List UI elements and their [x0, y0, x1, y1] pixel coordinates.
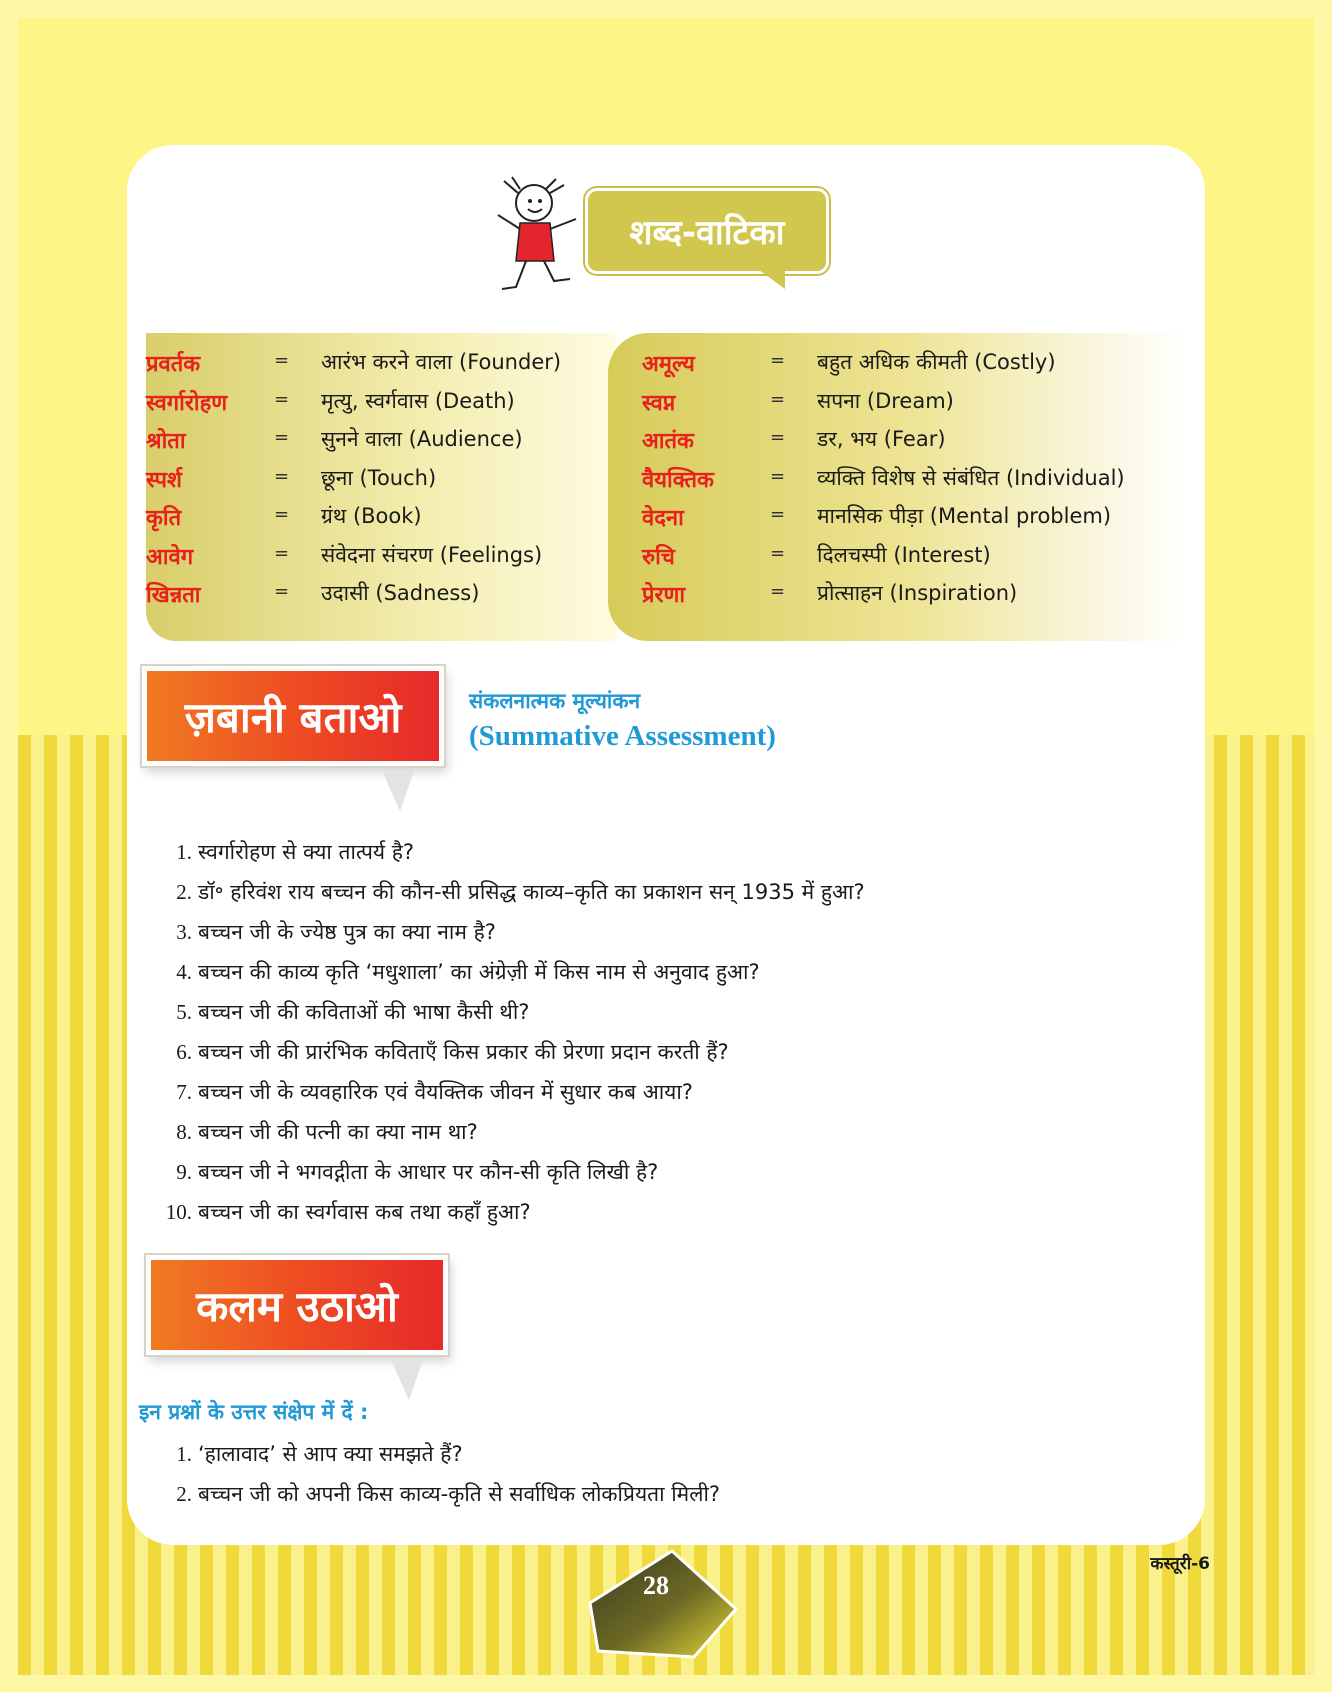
question-item	[130, 918, 1130, 958]
vocab-definition: सुनने वाला (Audience)	[321, 427, 523, 451]
written-section-badge	[146, 1255, 456, 1405]
question-number: 1.	[176, 840, 192, 864]
question-item	[130, 1440, 1130, 1480]
oral-badge-label: ज़बानी बताओ	[142, 666, 444, 766]
question-text: स्वर्गारोहण से क्या तात्पर्य है?	[198, 840, 415, 864]
question-text: बच्चन जी ने भगवद्गीता के आधार पर कौन-सी कृति लिखी है?	[198, 1160, 659, 1184]
question-number: 5.	[176, 1000, 192, 1024]
vocab-right-list	[642, 348, 1172, 618]
page-number-badge	[586, 1547, 740, 1661]
written-instruction: इन प्रश्नों के उत्तर संक्षेप में दें :	[139, 1400, 369, 1424]
question-item	[130, 1480, 1130, 1520]
vocab-definition: व्यक्ति विशेष से संबंधित (Individual)	[817, 465, 1125, 490]
question-number: 9.	[176, 1160, 192, 1184]
title-bubble: शब्द-वाटिका	[585, 188, 829, 274]
question-item	[130, 998, 1130, 1038]
vocab-definition: दिलचस्पी (Interest)	[817, 542, 991, 567]
written-badge-tail	[391, 1360, 423, 1400]
vocab-term: खिन्नता	[146, 583, 201, 608]
vocab-term: श्रोता	[146, 429, 186, 454]
question-text: ‘हालावाद’ से आप क्या समझते हैं?	[198, 1442, 463, 1466]
vocab-term: प्रेरणा	[642, 583, 686, 608]
vocab-term: रुचि	[642, 544, 675, 570]
vocab-item	[146, 425, 606, 464]
vocab-item	[642, 502, 1172, 541]
vocab-item	[146, 541, 606, 580]
vocab-definition: संवेदना संचरण (Feelings)	[321, 542, 543, 567]
vocab-definition: मानसिक पीड़ा (Mental problem)	[817, 504, 1112, 528]
vocab-equals: =	[770, 350, 786, 371]
vocab-term: स्वर्गारोहण	[146, 390, 228, 416]
vocab-definition: छूना (Touch)	[321, 465, 437, 490]
vocab-item	[642, 348, 1172, 387]
title-bubble-tail	[755, 267, 785, 289]
vocab-equals: =	[770, 427, 786, 448]
vocab-term: वेदना	[642, 506, 684, 531]
vocab-equals: =	[274, 504, 290, 525]
vocab-equals: =	[274, 388, 290, 410]
vocab-definition: डर, भय (Fear)	[817, 427, 946, 451]
written-question-list	[130, 1440, 1130, 1520]
question-text: डॉ॰ हरिवंश राय बच्चन की कौन-सी प्रसिद्ध काव्य–कृति का प्रकाशन सन् 1935 में हुआ?	[198, 880, 865, 904]
question-number: 3.	[176, 920, 192, 944]
vocab-equals: =	[770, 504, 786, 525]
question-item	[130, 1198, 1130, 1238]
vocab-definition: मृत्यु, स्वर्गवास (Death)	[321, 388, 515, 413]
vocab-equals: =	[274, 427, 290, 448]
vocab-definition: उदासी (Sadness)	[321, 581, 480, 605]
vocab-term: कृति	[146, 506, 182, 531]
question-text: बच्चन जी को अपनी किस काव्य-कृति से सर्वाधिक लोकप्रियता मिली?	[198, 1482, 721, 1506]
assessment-english: (Summative Assessment)	[469, 720, 776, 752]
vocab-definition: सपना (Dream)	[817, 388, 954, 413]
running-girl-icon	[490, 175, 600, 295]
vocab-equals: =	[274, 465, 290, 487]
question-item	[130, 1118, 1130, 1158]
question-item	[130, 1078, 1130, 1118]
vocab-term: वैयक्तिक	[642, 467, 714, 493]
question-item	[130, 878, 1130, 918]
vocab-item	[146, 348, 606, 387]
vocab-term: स्वप्न	[642, 390, 676, 416]
vocab-left-list	[146, 348, 606, 618]
vocab-item	[146, 464, 606, 503]
question-text: बच्चन जी का स्वर्गवास कब तथा कहाँ हुआ?	[198, 1200, 531, 1224]
vocab-item	[146, 502, 606, 541]
vocab-item	[146, 579, 606, 618]
title-banner	[490, 175, 840, 295]
vocab-definition: ग्रंथ (Book)	[321, 504, 422, 528]
vocab-equals: =	[274, 542, 290, 564]
vocab-item	[146, 387, 606, 426]
vocab-item	[642, 579, 1172, 618]
question-number: 8.	[176, 1120, 192, 1144]
vocab-term: आतंक	[642, 429, 694, 454]
question-text: बच्चन जी की पत्नी का क्या नाम था?	[198, 1120, 478, 1144]
assessment-hindi: संकलनात्मक मूल्यांकन	[469, 689, 641, 713]
question-item	[130, 838, 1130, 878]
vocab-item	[642, 425, 1172, 464]
question-number: 4.	[176, 960, 192, 984]
question-number: 1.	[176, 1442, 192, 1466]
question-item	[130, 958, 1130, 998]
vocab-definition: प्रोत्साहन (Inspiration)	[817, 581, 1018, 605]
question-number: 10.	[165, 1200, 192, 1224]
vocab-term: आवेग	[146, 544, 194, 570]
vocab-equals: =	[770, 465, 786, 487]
question-item	[130, 1158, 1130, 1198]
question-text: बच्चन जी की कविताओं की भाषा कैसी थी?	[198, 1000, 530, 1024]
question-item	[130, 1038, 1130, 1078]
question-text: बच्चन जी के ज्येष्ठ पुत्र का क्या नाम है?	[198, 920, 496, 944]
vocab-equals: =	[274, 350, 290, 371]
question-text: बच्चन की काव्य कृति ‘मधुशाला’ का अंग्रेज़ी में किस नाम से अनुवाद हुआ?	[198, 960, 760, 984]
vocab-definition: बहुत अधिक कीमती (Costly)	[817, 350, 1056, 374]
vocab-term: अमूल्य	[642, 352, 695, 377]
question-text: बच्चन जी के व्यवहारिक एवं वैयक्तिक जीवन में सुधार कब आया?	[198, 1080, 693, 1104]
question-number: 6.	[176, 1040, 192, 1064]
vocab-item	[642, 464, 1172, 503]
page-number: 28	[643, 1571, 669, 1600]
question-number: 7.	[176, 1080, 192, 1104]
question-number: 2.	[176, 880, 192, 904]
book-name: कस्तूरी-6	[1150, 1554, 1210, 1574]
vocab-term: स्पर्श	[146, 467, 183, 493]
question-number: 2.	[176, 1482, 192, 1506]
vocab-item	[642, 541, 1172, 580]
vocab-equals: =	[770, 542, 786, 564]
question-text: बच्चन जी की प्रारंभिक कविताएँ किस प्रकार की प्रेरणा प्रदान करती हैं?	[198, 1040, 729, 1064]
vocab-item	[642, 387, 1172, 426]
page-number-shape	[586, 1547, 740, 1661]
vocab-equals: =	[770, 581, 786, 602]
oral-question-list	[130, 838, 1130, 1238]
vocab-equals: =	[770, 388, 786, 410]
vocab-definition: आरंभ करने वाला (Founder)	[321, 350, 562, 374]
oral-badge-tail	[382, 771, 414, 811]
written-badge-label: कलम उठाओ	[146, 1255, 448, 1355]
oral-section-badge	[142, 666, 452, 816]
vocab-term: प्रवर्तक	[146, 352, 201, 377]
vocab-equals: =	[274, 581, 290, 602]
